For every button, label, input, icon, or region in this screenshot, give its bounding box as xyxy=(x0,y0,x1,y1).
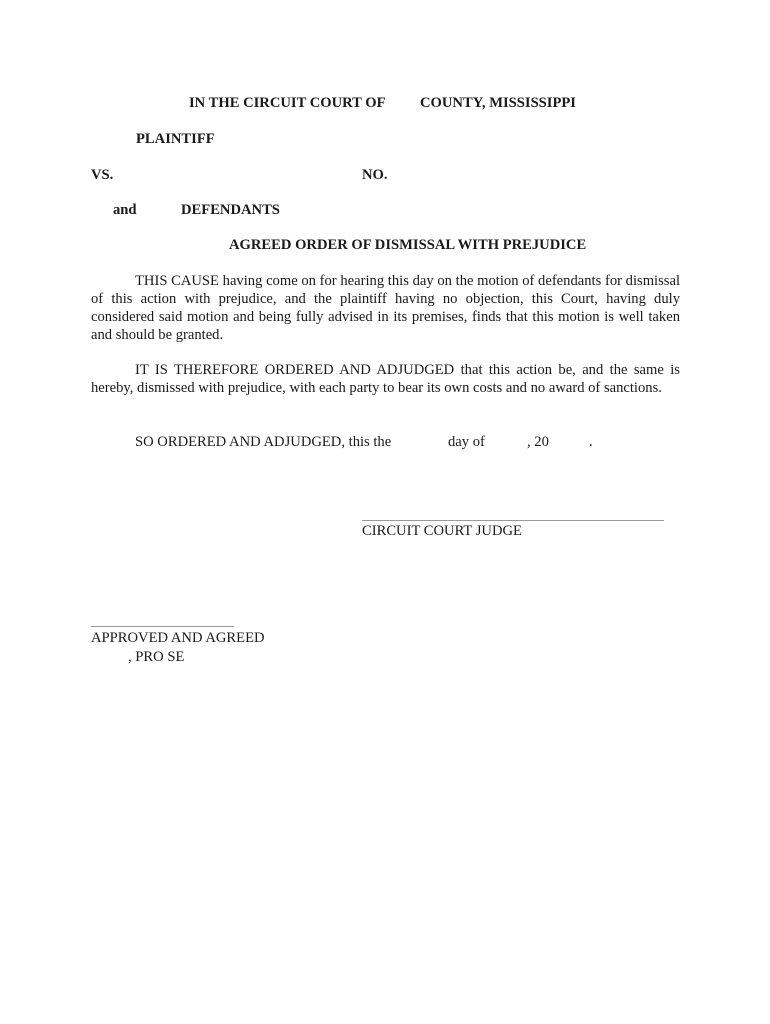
court-heading-left: IN THE CIRCUIT COURT OF xyxy=(189,95,386,111)
pro-se-label: , PRO SE xyxy=(128,649,185,665)
judge-signature-line xyxy=(362,520,664,521)
so-ordered-text: SO ORDERED AND ADJUDGED, this the xyxy=(135,434,392,450)
approved-label: APPROVED AND AGREED xyxy=(91,630,265,646)
court-heading-right: COUNTY, MISSISSIPPI xyxy=(420,95,576,111)
plaintiff-label: PLAINTIFF xyxy=(136,131,215,147)
judge-label: CIRCUIT COURT JUDGE xyxy=(362,523,522,539)
paragraph-cause-text: THIS CAUSE having come on for hearing this day on the motion of defendants for dismissal of this action with prejudice, and the plaintiff having no objection, this Court, having duly considered said motion and being fully advised in its premises, finds that this motion is well taken and should be granted. xyxy=(91,273,680,343)
order-period: . xyxy=(589,434,593,450)
paragraph-ordered-text: IT IS THEREFORE ORDERED AND ADJUDGED that this action be, and the same is hereby, dismissed with prejudice, with each party to bear its own costs and no award of sanctions. xyxy=(91,362,680,396)
year-text: , 20 xyxy=(527,434,549,450)
order-title: AGREED ORDER OF DISMISSAL WITH PREJUDICE xyxy=(229,237,587,253)
day-of-text: day of xyxy=(448,434,485,450)
versus-label: VS. xyxy=(91,167,114,183)
and-label: and xyxy=(113,202,137,218)
approved-signature-line xyxy=(91,626,234,627)
paragraph-cause xyxy=(91,272,680,344)
paragraph-ordered xyxy=(91,361,680,397)
case-number-label: NO. xyxy=(362,167,388,183)
defendants-label: DEFENDANTS xyxy=(181,202,280,218)
